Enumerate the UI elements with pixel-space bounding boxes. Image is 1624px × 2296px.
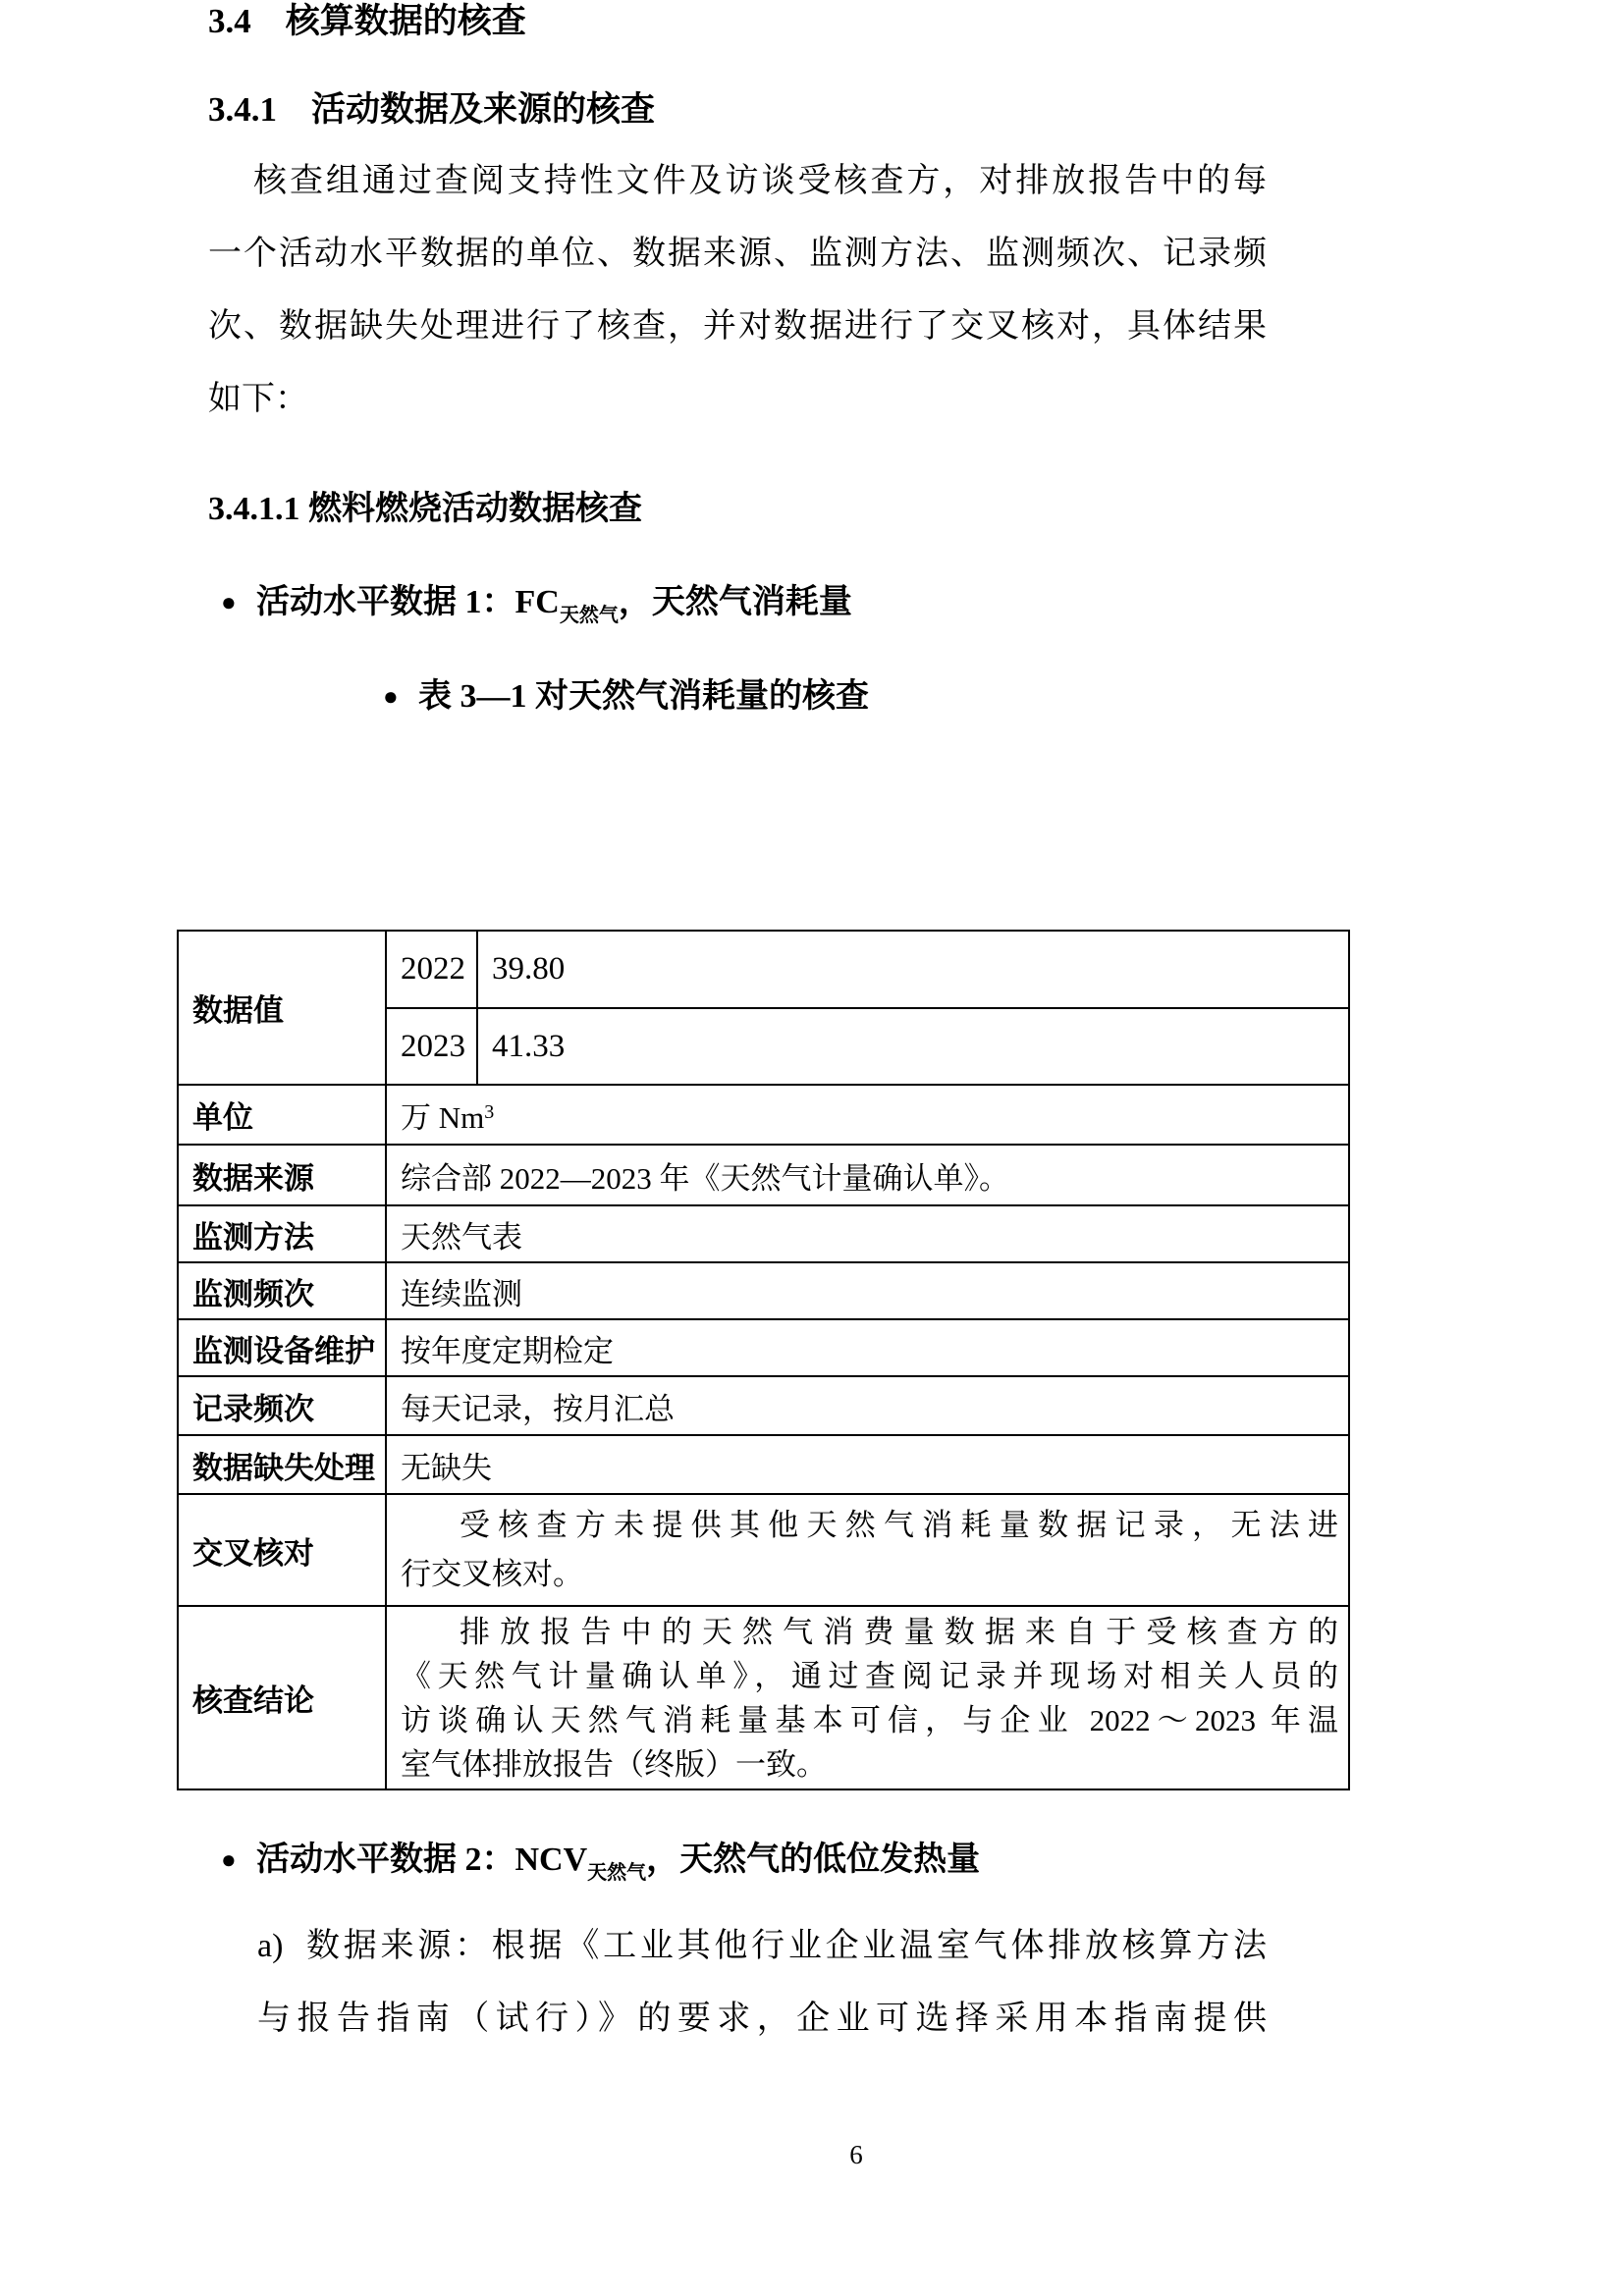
activity-data-item-1 <box>221 579 1267 639</box>
list-item-a-line: 与报告指南（试行）》的要求，企业可选择采用本指南提供 <box>257 2001 1267 2037</box>
value-cell: 每天记录，按月汇总 <box>386 1376 1349 1435</box>
paragraph-line: 一个活动水平数据的单位、数据来源、监测方法、监测频次、记录频 <box>208 236 1267 272</box>
list-item-a-line: 数据来源：根据《工业其他行业企业温室气体排放核算方法 <box>306 1928 1267 1964</box>
table-label-cell: 数据缺失处理 <box>178 1435 386 1494</box>
value-cell: 连续监测 <box>386 1262 1349 1319</box>
paragraph-line: 核查组通过查阅支持性文件及访谈受核查方，对排放报告中的每 <box>253 163 1267 199</box>
table-row <box>178 931 1349 1008</box>
table-row <box>178 1085 1349 1145</box>
activity-2-label: 活动水平数据 2：NCV <box>256 1842 588 1878</box>
year-cell: 2022 <box>386 931 477 1008</box>
list-item-a <box>257 1910 1267 2056</box>
bullet-icon: ● <box>221 1845 237 1874</box>
table-row <box>178 1262 1349 1319</box>
bullet-icon: ● <box>221 588 237 616</box>
table-label-cell: 核查结论 <box>178 1606 386 1789</box>
value-cell: 按年度定期检定 <box>386 1319 1349 1376</box>
cell-line: 访谈确认天然气消耗量基本可信，与企业 2022～2023 年温 <box>401 1702 1338 1737</box>
content-top <box>208 0 1267 721</box>
value-cell: 无缺失 <box>386 1435 1349 1494</box>
value-cell: 41.33 <box>477 1008 1349 1085</box>
unit-superscript: 3 <box>484 1101 495 1123</box>
table-row <box>178 1145 1349 1205</box>
activity-1-rest: ，天然气消耗量 <box>618 584 852 620</box>
table-row <box>178 1205 1349 1262</box>
table-label-cell: 监测方法 <box>178 1205 386 1262</box>
activity-1-subscript: 天然气 <box>559 605 619 626</box>
table-caption <box>383 673 1267 721</box>
verification-table <box>177 930 1350 1790</box>
cell-line: 行交叉核对。 <box>401 1557 583 1591</box>
table-row <box>178 1435 1349 1494</box>
table-label-cell: 数据值 <box>178 931 386 1085</box>
table-label-cell: 监测频次 <box>178 1262 386 1319</box>
table-row <box>178 1376 1349 1435</box>
cell-line: 室气体排放报告（终版）一致。 <box>401 1746 827 1782</box>
paragraph-line: 如下： <box>208 381 308 417</box>
bullet-icon: ● <box>383 682 399 711</box>
heading-3-4-1: 3.4.1 活动数据及来源的核查 <box>208 90 656 129</box>
table-row <box>178 1319 1349 1376</box>
activity-data-item-2 <box>221 1837 1267 1896</box>
value-cell <box>386 1085 1349 1145</box>
table-label-cell: 监测设备维护 <box>178 1319 386 1376</box>
activity-2-subscript: 天然气 <box>587 1862 647 1884</box>
heading-3-4: 3.4 核算数据的核查 <box>208 2 526 40</box>
activity-1-label: 活动水平数据 1：FC <box>256 584 560 620</box>
table-label-cell: 记录频次 <box>178 1376 386 1435</box>
content-bottom <box>208 1837 1267 2056</box>
cross-check-cell <box>386 1494 1349 1606</box>
table-label-cell: 单位 <box>178 1085 386 1145</box>
heading-3-4-1-1: 3.4.1.1 燃料燃烧活动数据核查 <box>208 491 642 527</box>
value-cell: 39.80 <box>477 931 1349 1008</box>
value-cell: 综合部 2022—2023 年《天然气计量确认单》。 <box>386 1145 1349 1205</box>
cell-line: 《天然气计量确认单》，通过查阅记录并现场对相关人员的 <box>401 1658 1338 1693</box>
conclusion-cell <box>386 1606 1349 1789</box>
intro-paragraph <box>208 145 1267 436</box>
cell-line: 受核查方未提供其他天然气消耗量数据记录，无法进 <box>460 1508 1338 1542</box>
table-label-cell: 数据来源 <box>178 1145 386 1205</box>
cell-line: 排放报告中的天然气消费量数据来自于受核查方的 <box>460 1614 1338 1649</box>
table-row <box>178 1494 1349 1606</box>
table-row <box>178 1606 1349 1789</box>
activity-2-rest: ，天然气的低位发热量 <box>646 1842 981 1878</box>
paragraph-line: 次、数据缺失处理进行了核查，并对数据进行了交叉核对，具体结果 <box>208 308 1267 345</box>
value-cell: 天然气表 <box>386 1205 1349 1262</box>
unit-main: 万 Nm <box>401 1100 485 1135</box>
list-item-a-marker: a) <box>257 1928 284 1964</box>
year-cell: 2023 <box>386 1008 477 1085</box>
table-label-cell: 交叉核对 <box>178 1494 386 1606</box>
table-caption-text: 表 3—1 对天然气消耗量的核查 <box>418 678 869 715</box>
page-number: 6 <box>849 2140 863 2169</box>
